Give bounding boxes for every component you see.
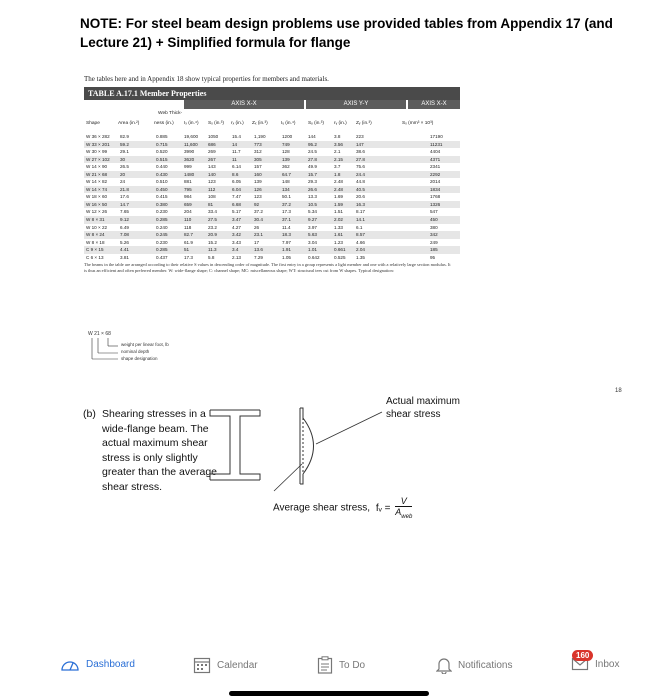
table-cell: 2.13 bbox=[232, 254, 241, 260]
table-cell: 27.5 bbox=[208, 217, 217, 223]
table-cell: 0.642 bbox=[308, 254, 320, 260]
table-row bbox=[84, 148, 460, 156]
table-cell: 108 bbox=[208, 194, 216, 200]
table-cell: 999 bbox=[184, 164, 192, 170]
table-cell: 4.66 bbox=[356, 239, 365, 245]
col-header: rᵧ (in.) bbox=[334, 121, 347, 126]
table-cell: 59.2 bbox=[120, 141, 129, 147]
table-footnote: The beams in the table are arranged according to their relative S values in descending order of magnitude. The first entry in a group represents a light member and one with a relatively large section modulus. It is thus an efficient and often preferred member. W: wide-flange shape; C: channel shape; MC: miscellaneous shape; WT: structural tees cut from W shapes. Typical designation: bbox=[84, 262, 451, 274]
home-indicator[interactable] bbox=[229, 691, 429, 696]
col-header: ness (in.) bbox=[154, 121, 174, 126]
table-cell: 2341 bbox=[430, 164, 441, 170]
table-cell: 26.5 bbox=[120, 164, 129, 170]
table-cell: 15.4 bbox=[232, 134, 241, 139]
table-cell: 8.6 bbox=[232, 171, 239, 177]
shear-distribution bbox=[300, 408, 314, 484]
shear-caption-label: (b) bbox=[83, 408, 96, 420]
shape-cell: W 14 × 82 bbox=[86, 179, 108, 185]
table-cell: 3.4 bbox=[232, 247, 239, 253]
table-cell: 7.08 bbox=[120, 232, 129, 238]
avg-stress-leader bbox=[274, 464, 302, 491]
table-cell: 1768 bbox=[430, 194, 441, 200]
table-cell: 2.1 bbox=[334, 149, 341, 155]
table-cell: 29.1 bbox=[120, 149, 129, 155]
table-cell: 4404 bbox=[430, 149, 441, 155]
table-cell: 95 bbox=[430, 254, 436, 260]
table-cell: 14.7 bbox=[120, 201, 129, 207]
table-cell: 0.437 bbox=[156, 254, 168, 260]
col-header: Zᵧ (in.³) bbox=[356, 121, 372, 126]
table-cell: 30 bbox=[120, 156, 126, 162]
table-cell: 134 bbox=[282, 186, 290, 192]
bell-icon bbox=[436, 656, 452, 674]
table-cell: 3.97 bbox=[308, 224, 317, 230]
table-cell: 24.5 bbox=[308, 149, 317, 155]
table-cell: 1,190 bbox=[254, 134, 266, 139]
nav-notifications[interactable] bbox=[436, 656, 512, 674]
table-cell: 547 bbox=[430, 209, 438, 215]
calendar-icon bbox=[193, 656, 211, 674]
table-cell: 27.8 bbox=[356, 156, 365, 162]
table-cell: 7.65 bbox=[120, 209, 129, 215]
nav-todo[interactable] bbox=[317, 656, 365, 674]
table-cell: 3.04 bbox=[308, 239, 317, 245]
table-title: TABLE A.17.1 Member Properties bbox=[84, 87, 460, 100]
table-row bbox=[84, 133, 460, 141]
shear-stress-diagram bbox=[200, 396, 400, 496]
table-cell: 0.450 bbox=[156, 186, 168, 192]
table-cell: 17190 bbox=[430, 134, 443, 139]
table-cell: 0.380 bbox=[156, 201, 168, 207]
shape-cell: W 30 × 99 bbox=[86, 149, 108, 155]
axis-header-row bbox=[84, 100, 460, 109]
table-row bbox=[84, 216, 460, 224]
shape-cell: W 16 × 50 bbox=[86, 201, 108, 207]
table-cell: 773 bbox=[254, 141, 262, 147]
table-row bbox=[84, 201, 460, 209]
table-cell: 11 bbox=[232, 156, 237, 162]
table-cell: 157 bbox=[254, 164, 262, 170]
col-header: rₓ (in.) bbox=[231, 121, 244, 126]
table-cell: 49.9 bbox=[308, 164, 317, 170]
wide-flange-section bbox=[210, 410, 260, 480]
table-row bbox=[84, 163, 460, 171]
legend-depth: nominal depth bbox=[121, 349, 150, 354]
formula-lhs: fᵥ = bbox=[375, 502, 391, 514]
table-cell: 0.240 bbox=[156, 224, 168, 230]
table-cell: 1050 bbox=[208, 134, 219, 139]
table-cell: 11.4 bbox=[282, 224, 291, 230]
table-cell: 7.97 bbox=[282, 239, 291, 245]
table-cell: 1326 bbox=[430, 201, 441, 207]
table-cell: 1.33 bbox=[334, 224, 343, 230]
table-cell: 2.48 bbox=[334, 186, 343, 192]
table-cell: 26.6 bbox=[308, 186, 317, 192]
table-cell: 19,600 bbox=[184, 134, 199, 139]
table-cell: 92 bbox=[254, 201, 260, 207]
table-cell: 1.05 bbox=[282, 254, 291, 260]
col-header: Shape bbox=[86, 121, 100, 126]
shape-cell: C 6 × 13 bbox=[86, 254, 104, 260]
table-cell: 20.9 bbox=[208, 232, 217, 238]
nav-notifications-label: Notifications bbox=[458, 659, 513, 671]
table-cell: 0.525 bbox=[334, 254, 346, 260]
table-cell: 147 bbox=[356, 141, 364, 147]
table-cell: 3.7 bbox=[334, 164, 341, 170]
axis-xx2-header: AXIS X-X bbox=[408, 100, 460, 109]
col-header: Area (in.²) bbox=[118, 121, 140, 126]
table-cell: 61.9 bbox=[184, 239, 193, 245]
table-cell: 2.48 bbox=[334, 179, 343, 185]
table-cell: 249 bbox=[430, 239, 438, 245]
table-row bbox=[84, 156, 460, 164]
table-row bbox=[84, 178, 460, 186]
table-cell: 686 bbox=[208, 141, 216, 147]
table-cell: 10.5 bbox=[308, 201, 317, 207]
table-cell: 2.04 bbox=[356, 247, 365, 253]
table-cell: 11.7 bbox=[232, 149, 241, 155]
table-cell: 0.510 bbox=[156, 179, 168, 185]
table-cell: 15.7 bbox=[308, 171, 317, 177]
axis-yy-header: AXIS Y-Y bbox=[306, 100, 406, 109]
table-cell: 3620 bbox=[184, 156, 195, 162]
table-cell: 14 bbox=[232, 141, 238, 147]
table-cell: 13.6 bbox=[254, 247, 263, 253]
formula-numerator: V bbox=[395, 496, 412, 507]
table-cell: 13.3 bbox=[308, 194, 317, 200]
table-cell: 37.2 bbox=[282, 201, 291, 207]
col-header: Iₓ (in.⁴) bbox=[184, 121, 199, 126]
table-cell: 144 bbox=[308, 134, 316, 139]
table-row bbox=[84, 208, 460, 216]
table-cell: 24 bbox=[120, 179, 126, 185]
table-cell: 6.1 bbox=[356, 224, 363, 230]
nav-todo-label: To Do bbox=[339, 659, 366, 671]
table-cell: 2.02 bbox=[334, 217, 343, 223]
table-cell: 1.8 bbox=[334, 171, 341, 177]
axis-xx-header: AXIS X-X bbox=[184, 100, 304, 109]
table-cell: 3.47 bbox=[232, 217, 241, 223]
table-cell: 659 bbox=[184, 201, 192, 207]
table-cell: 223 bbox=[356, 134, 364, 139]
table-cell: 0.515 bbox=[156, 156, 168, 162]
table-cell: 380 bbox=[430, 224, 438, 230]
shape-cell: W 14 × 90 bbox=[86, 164, 108, 170]
table-cell: 4371 bbox=[430, 156, 441, 162]
table-cell: 2.15 bbox=[334, 156, 343, 162]
shape-cell: W 8 × 18 bbox=[86, 239, 105, 245]
table-cell: 269 bbox=[208, 149, 216, 155]
table-cell: 50.1 bbox=[282, 194, 291, 200]
table-cell: 16.3 bbox=[356, 201, 365, 207]
table-cell: 0.285 bbox=[156, 247, 168, 253]
shape-cell: W 36 × 282 bbox=[86, 134, 110, 139]
table-cell: 20 bbox=[120, 171, 126, 177]
table-cell: 7.29 bbox=[254, 254, 263, 260]
table-cell: 1.59 bbox=[334, 201, 343, 207]
table-cell: 0.430 bbox=[156, 171, 168, 177]
table-cell: 37.1 bbox=[282, 217, 291, 223]
table-cell: 118 bbox=[184, 224, 192, 230]
designation-example: W 21 × 68 bbox=[88, 331, 111, 337]
table-row bbox=[84, 186, 460, 194]
note-text: NOTE: For steel beam design problems use provided tables from Appendix 17 (and Lecture 21) + Simplified formula for flange bbox=[80, 16, 613, 50]
table-cell: 9.27 bbox=[308, 217, 317, 223]
table-cell: 342 bbox=[430, 232, 438, 238]
table-cell: 18.3 bbox=[282, 232, 291, 238]
table-cell: 881 bbox=[184, 179, 192, 185]
dashboard-icon bbox=[60, 656, 80, 672]
column-header-row bbox=[84, 109, 460, 133]
web-thick-header: Web Thick- bbox=[158, 111, 183, 116]
table-cell: 6.14 bbox=[232, 164, 241, 170]
table-cell: 17.6 bbox=[120, 194, 129, 200]
max-stress-leader bbox=[316, 412, 382, 444]
table-cell: 3.8 bbox=[334, 134, 341, 139]
table-cell: 795 bbox=[184, 186, 192, 192]
table-cell: 140 bbox=[208, 171, 216, 177]
nav-dashboard-label: Dashboard bbox=[86, 658, 135, 670]
table-cell: 0.230 bbox=[156, 239, 168, 245]
col-header: Sₓ (mm³ × 10³) bbox=[402, 121, 434, 126]
table-cell: 984 bbox=[184, 194, 192, 200]
shape-cell: W 8 × 24 bbox=[86, 232, 105, 238]
formula-fraction bbox=[395, 496, 412, 520]
legend-arrows bbox=[88, 335, 228, 365]
table-cell: 143 bbox=[208, 164, 216, 170]
table-cell: 0.230 bbox=[156, 209, 168, 215]
shape-cell: W 14 × 74 bbox=[86, 186, 108, 192]
table-row bbox=[84, 239, 460, 247]
table-cell: 123 bbox=[208, 179, 216, 185]
table-cell: 123 bbox=[254, 194, 262, 200]
table-caption: The tables here and in Appendix 18 show typical properties for members and materials. bbox=[84, 75, 329, 83]
col-header: Sᵧ (in.³) bbox=[308, 121, 324, 126]
table-cell: 3990 bbox=[184, 149, 195, 155]
table-cell: 0.885 bbox=[156, 134, 168, 139]
table-cell: 1.23 bbox=[334, 239, 343, 245]
legend-shape: shape designation bbox=[121, 356, 158, 361]
table-cell: 0.440 bbox=[156, 164, 168, 170]
table-cell: 1.91 bbox=[282, 247, 291, 253]
table-cell: 23.1 bbox=[254, 232, 263, 238]
table-row bbox=[84, 231, 460, 239]
table-row bbox=[84, 171, 460, 179]
average-stress-label bbox=[273, 496, 412, 520]
table-cell: 81 bbox=[208, 201, 214, 207]
table-cell: 5.8 bbox=[208, 254, 215, 260]
table-cell: 0.661 bbox=[334, 247, 346, 253]
table-cell: 5.17 bbox=[232, 209, 241, 215]
col-header: Zₓ (in.³) bbox=[252, 121, 268, 126]
table-cell: 6.49 bbox=[120, 224, 129, 230]
table-cell: 40.5 bbox=[356, 186, 365, 192]
table-cell: 6.04 bbox=[232, 186, 241, 192]
table-cell: 0.285 bbox=[156, 217, 168, 223]
table-row bbox=[84, 246, 460, 254]
shape-cell: W 8 × 31 bbox=[86, 217, 105, 223]
table-cell: 20.6 bbox=[356, 194, 365, 200]
table-body bbox=[84, 133, 460, 261]
table-cell: 27.8 bbox=[308, 156, 317, 162]
nav-dashboard[interactable] bbox=[60, 656, 135, 672]
col-header: Iᵧ (in.⁴) bbox=[281, 121, 296, 126]
member-properties-table bbox=[84, 87, 460, 274]
table-cell: 17 bbox=[254, 239, 260, 245]
table-cell: 139 bbox=[282, 156, 290, 162]
table-cell: 17.3 bbox=[184, 254, 193, 260]
actual-max-label: Actual maximum shear stress bbox=[386, 396, 460, 420]
table-cell: 3.43 bbox=[232, 239, 241, 245]
table-cell: 6.05 bbox=[232, 179, 241, 185]
table-cell: 11.3 bbox=[208, 247, 217, 253]
table-cell: 23.2 bbox=[208, 224, 217, 230]
table-cell: 37.2 bbox=[254, 209, 263, 215]
table-cell: 148 bbox=[282, 179, 290, 185]
table-cell: 33.4 bbox=[208, 209, 217, 215]
table-cell: 29.3 bbox=[308, 179, 317, 185]
shape-cell: W 33 × 201 bbox=[86, 141, 110, 147]
table-cell: 312 bbox=[254, 149, 262, 155]
table-cell: 2014 bbox=[430, 179, 441, 185]
table-row bbox=[84, 254, 460, 262]
table-cell: 1.51 bbox=[334, 209, 343, 215]
shape-cell: W 21 × 68 bbox=[86, 171, 108, 177]
table-cell: 5.26 bbox=[120, 239, 129, 245]
table-cell: 139 bbox=[254, 179, 262, 185]
table-cell: 749 bbox=[282, 141, 290, 147]
shape-cell: W 18 × 60 bbox=[86, 194, 108, 200]
table-cell: 2292 bbox=[430, 171, 441, 177]
legend-weight: weight per linear foot, lb bbox=[121, 342, 169, 347]
table-cell: 82.9 bbox=[120, 134, 129, 139]
table-cell: 128 bbox=[282, 149, 290, 155]
table-cell: 362 bbox=[282, 164, 290, 170]
table-cell: 1.01 bbox=[308, 247, 317, 253]
table-cell: 95.2 bbox=[308, 141, 317, 147]
table-cell: 8.57 bbox=[356, 232, 365, 238]
table-cell: 3.81 bbox=[120, 254, 129, 260]
table-cell: 0.415 bbox=[156, 194, 168, 200]
table-cell: 1480 bbox=[184, 171, 195, 177]
table-cell: 5.34 bbox=[308, 209, 317, 215]
table-cell: 11,600 bbox=[184, 141, 198, 147]
table-cell: 160 bbox=[254, 171, 262, 177]
table-row bbox=[84, 193, 460, 201]
table-cell: 1.35 bbox=[356, 254, 365, 260]
table-row bbox=[84, 224, 460, 232]
shape-cell: C 9 × 15 bbox=[86, 247, 104, 253]
col-header: Sₓ (in.³) bbox=[208, 121, 224, 126]
table-cell: 51 bbox=[184, 247, 190, 253]
table-cell: 3.56 bbox=[334, 141, 343, 147]
table-cell: 0.520 bbox=[156, 149, 168, 155]
nav-calendar-label: Calendar bbox=[217, 659, 258, 671]
table-cell: 1.61 bbox=[334, 232, 343, 238]
nav-calendar[interactable] bbox=[193, 656, 258, 674]
table-cell: 8.17 bbox=[356, 209, 365, 215]
table-cell: 26 bbox=[254, 224, 260, 230]
shear-caption-text: Shearing stresses in a wide-flange beam. The actual maximum shear stress is only slightly greater than the average shear stress. bbox=[102, 408, 217, 493]
table-cell: 5.63 bbox=[308, 232, 317, 238]
table-cell: 1834 bbox=[430, 186, 441, 192]
page-number: 18 bbox=[615, 388, 622, 394]
designation-legend bbox=[88, 331, 228, 361]
table-cell: 3.42 bbox=[232, 232, 241, 238]
shape-cell: W 10 × 22 bbox=[86, 224, 108, 230]
table-cell: 15.2 bbox=[208, 239, 217, 245]
shape-cell: W 12 × 26 bbox=[86, 209, 108, 215]
table-cell: 1.69 bbox=[334, 194, 343, 200]
table-cell: 14.1 bbox=[356, 217, 365, 223]
table-cell: 4.41 bbox=[120, 247, 129, 253]
table-cell: 6.68 bbox=[232, 201, 241, 207]
table-cell: 126 bbox=[254, 186, 262, 192]
table-cell: 204 bbox=[184, 209, 192, 215]
table-cell: 7.47 bbox=[232, 194, 241, 200]
average-text: Average shear stress, bbox=[273, 502, 371, 514]
table-cell: 267 bbox=[208, 156, 216, 162]
table-cell: 38.6 bbox=[356, 149, 365, 155]
table-cell: 21.8 bbox=[120, 186, 129, 192]
table-cell: 4.27 bbox=[232, 224, 241, 230]
inbox-badge: 160 bbox=[572, 650, 593, 661]
table-cell: 1200 bbox=[282, 134, 293, 139]
table-cell: 0.715 bbox=[156, 141, 168, 147]
bottom-nav bbox=[0, 648, 659, 690]
table-cell: 112 bbox=[208, 186, 216, 192]
shape-cell: W 27 × 102 bbox=[86, 156, 110, 162]
table-row bbox=[84, 141, 460, 149]
table-cell: 75.6 bbox=[356, 164, 365, 170]
table-cell: 110 bbox=[184, 217, 192, 223]
table-cell: 64.7 bbox=[282, 171, 291, 177]
nav-inbox-label: Inbox bbox=[595, 658, 620, 670]
table-cell: 185 bbox=[430, 247, 438, 253]
table-cell: 450 bbox=[430, 217, 438, 223]
table-cell: 17.3 bbox=[282, 209, 291, 215]
table-cell: 9.12 bbox=[120, 217, 129, 223]
table-cell: 0.245 bbox=[156, 232, 168, 238]
table-cell: 24.4 bbox=[356, 171, 365, 177]
table-cell: 82.7 bbox=[184, 232, 193, 238]
table-cell: 11231 bbox=[430, 141, 443, 147]
todo-icon bbox=[317, 656, 333, 674]
formula-denominator: $A_{web}$ bbox=[395, 507, 413, 520]
table-cell: 30.4 bbox=[254, 217, 263, 223]
table-cell: 305 bbox=[254, 156, 262, 162]
table-cell: 44.8 bbox=[356, 179, 365, 185]
